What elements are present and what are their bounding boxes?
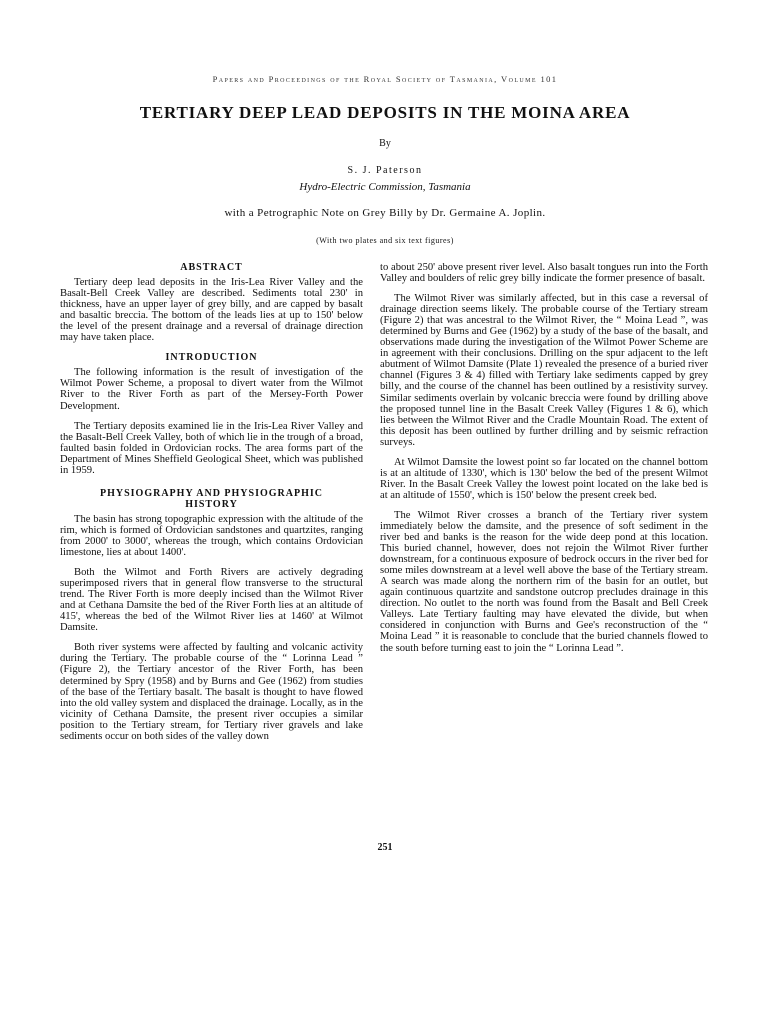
physiography-heading-line-2: HISTORY [185,498,238,510]
petrographic-note-credit: with a Petrographic Note on Grey Billy by Dr. Germaine A. Joplin. [224,207,546,219]
abstract-paragraph: Tertiary deep lead deposits in the Iris-Lea River Valley and the Basalt-Bell Creek Valley are described. Sediments total 230' in thickness, have an upper layer of grey billy, and are capped by basalt and basaltic breccia. The bottom of the leads lies at up to 150' below the level of the present drainage and a reversal of drainage direction may have taken place. [60,277,363,344]
physiography-heading-line-1: PHYSIOGRAPHY AND PHYSIOGRAPHIC [100,487,323,499]
physiography-heading [60,488,363,510]
introduction-paragraph-1: The following information is the result of investigation of the Wilmot Power Scheme, a proposal to divert water from the Wilmot River to the River Forth as part of the Mersey-Forth Power Development. [60,367,363,412]
author-name: S. J. Paterson [347,165,423,176]
page-number: 251 [377,842,393,853]
wilmot-damsite-paragraph: At Wilmot Damsite the lowest point so far located on the channel bottom is at an altitude of 1330', which is 130' below the bed of the present Wilmot River. In the Basalt Creek Valley the lowest point located on the lake bed is at an altitude of 1550', which is 150' below the present creek bed. [380,456,708,501]
introduction-paragraph-2: The Tertiary deposits examined lie in the Iris-Lea River Valley and the Basalt-Bell Creek Valley, both of which lie in the trough of a broad, faulted basin folded in Ordovician rocks. The area forms part of the Department of Mines Sheffield Geological Sheet, which was published in 1959. [60,420,363,476]
introduction-heading: INTRODUCTION [165,352,258,364]
left-column [60,262,363,751]
physiography-paragraph-1: The basin has strong topographic expression with the altitude of the rim, which is formed of Ordovician sandstones and quartzites, ranging from 2000' to 3000', whereas the trough, which contains Ordovician limestone, lies at about 1400'. [60,513,363,559]
wilmot-river-paragraph: The Wilmot River was similarly affected, but in this case a reversal of drainage direction seems likely. The probable course of the Tertiary stream (Figure 2) that was ancestral to the Wilmot River, the “ Moina Lead ”, was determined by Burns and Gee (1962) by a study of the base of the basalt, and observations made during the investigation of the Wilmot Power Scheme are in agreement with their conclusions. Drilling on the spur adjacent to the left abutment of Wilmot Damsite (Plate 1) revealed the presence of a buried river channel (Figures 3 & 4) filled with Tertiary lake sediments capped by grey billy, and the course of the channel has been outlined by a resistivity survey. Similar sediments overlain by volcanic breccia were found by drilling above the proposed tunnel line in the Basalt Creek Valley (Figures 1 & 6), which lies between the Wilmot River and the Cradle Mountain Road. The extent of this deposit has been outlined by further drilling and by seismic refraction surveys. [380,293,708,448]
running-head: Papers and Proceedings of the Royal Society of Tasmania, Volume 101 [212,74,558,84]
physiography-paragraph-3: Both river systems were affected by faulting and volcanic activity during the Tertiary. The probable course of the “ Lorinna Lead ” (Figure 2), the Tertiary ancestor of the River Forth, has been determined by Spry (1958) and by Burns and Gee (1962) from studies of the base of the Tertiary basalt. The basalt is thought to have flowed into the old valley system and displaced the drainage. Locally, as in the vicinity of Cethana Damsite, the present river occupies a similar position to the Tertiary stream, for Tertiary river gravels and lake sediments occur on both sides of the valley down [60,642,363,742]
right-column [380,262,708,663]
plates-figures-note: (With two plates and six text figures) [316,236,454,245]
byline-by: By [379,138,391,149]
tertiary-branch-paragraph: The Wilmot River crosses a branch of the Tertiary river system immediately below the damsite, and the presence of soft sediment in the river bed and banks is the reason for the wide deep pond at this location. This buried channel, however, does not rejoin the Wilmot River further downstream, for a continuous exposure of bedrock occurs in the river bed for some miles downstream at a level well above the base of the Tertiary stream. A search was made along the northern rim of the basin for an outlet, but again continuous quartzite and sandstone outcrop precludes drainage in this direction. No outlet to the north was found from the Basalt and Bell Creek Valleys. Late Tertiary faulting may have elevated the divide, but when considered in conjunction with Burns and Gee's reconstruction of the “ Moina Lead ” it is reasonable to conclude that the buried channels flowed to the south before turning east to join the “ Lorinna Lead ”. [380,509,708,654]
author-affiliation: Hydro-Electric Commission, Tasmania [299,181,471,193]
abstract-heading: ABSTRACT [180,262,243,273]
physiography-paragraph-2: Both the Wilmot and Forth Rivers are actively degrading superimposed rivers that in general flow transverse to the structural trend. The River Forth is more deeply incised than the Wilmot River and at Cethana Damsite the bed of the River Forth lies at an altitude of 415', whereas the bed of the Wilmot River lies at 1460' at Wilmot Damsite. [60,567,363,634]
continued-paragraph: to about 250' above present river level. Also basalt tongues run into the Forth Valley and boulders of relic grey billy indicate the former presence of basalt. [380,262,708,285]
paper-title: TERTIARY DEEP LEAD DEPOSITS IN THE MOINA AREA [139,103,631,122]
